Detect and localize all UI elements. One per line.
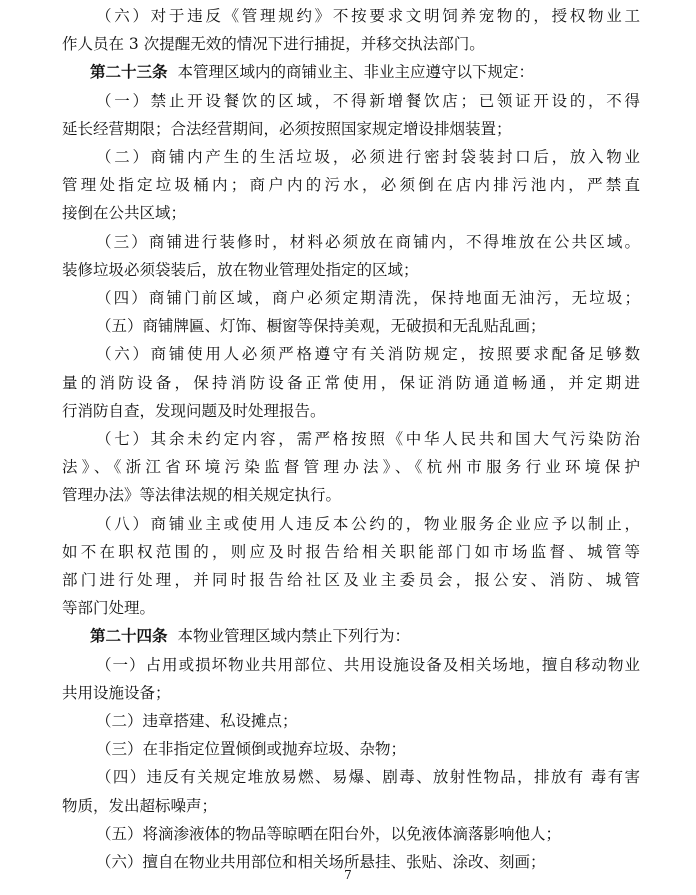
text-line: （六）商铺使用人必须严格遵守有关消防规定，按照要求配备足够数	[96, 345, 640, 363]
text-line: （三）商铺进行装修时，材料必须放在商铺内，不得堆放在公共区域。	[96, 233, 640, 251]
page-number: 7	[344, 868, 352, 882]
text-line: （六）擅自在物业共用部位和相关场所悬挂、张贴、涂改、刻画；	[96, 853, 546, 871]
article-number: 第二十四条	[90, 626, 168, 645]
text-line: （五）将滴渗液体的物品等晾晒在阳台外，以免液体滴落影响他人；	[96, 825, 562, 843]
text-line: 法》、《浙江省环境污染监督管理办法》、《杭州市服务行业环境保护	[62, 458, 640, 476]
article-intro: 本物业管理区域内禁止下列行为：	[177, 627, 411, 645]
text-line: （四）违反有关规定堆放易燃、易爆、剧毒、放射性物品，排放有 毒有害	[96, 768, 640, 786]
text-line: （一）禁止开设餐饮的区域，不得新增餐饮店；已领证开设的，不得	[96, 92, 640, 110]
text-line: 如不在职权范围的，则应及时报告给相关职能部门如市场监督、城管等	[62, 543, 640, 561]
text-line: （六）对于违反《管理规约》不按要求文明饲养宠物的，授权物业工	[96, 7, 640, 25]
text-line: 延长经营期限；合法经营期间，必须按照国家规定增设排烟装置；	[62, 120, 512, 138]
text-line: 接倒在公共区域；	[62, 204, 187, 222]
text-line: （二）违章搭建、私设摊点；	[96, 712, 298, 730]
text-line: （一）占用或损坏物业共用部位、共用设施设备及相关场地，擅自移动物业	[96, 656, 640, 674]
text-line: 物质，发出超标噪声；	[62, 797, 218, 815]
text-line: 装修垃圾必须袋装后，放在物业管理处指定的区域；	[62, 261, 419, 279]
text-line: 部门进行处理，并同时报告给社区及业主委员会，报公安、消防、城管	[62, 571, 640, 589]
text-line: （二）商铺内产生的生活垃圾，必须进行密封袋装封口后，放入物业	[96, 148, 640, 166]
text-line: 量的消防设备，保持消防设备正常使用，保证消防通道畅通，并定期进	[62, 374, 640, 392]
text-line: 管理处指定垃圾桶内；商户内的污水，必须倒在店内排污池内，严禁直	[62, 176, 640, 194]
text-line: 行消防自查，发现问题及时处理报告。	[62, 402, 326, 420]
text-line: 共用设施设备；	[62, 684, 171, 702]
article-23-heading	[62, 62, 640, 82]
text-line: （三）在非指定位置倾倒或抛弃垃圾、杂物；	[96, 740, 407, 758]
text-line: 管理办法》等法律法规的相关规定执行。	[62, 486, 342, 504]
text-line: 等部门处理。	[62, 599, 156, 617]
article-number: 第二十三条	[90, 62, 168, 81]
text-line: 作人员在 3 次提醒无效的情况下进行捕捉，并移交执法部门。	[62, 35, 485, 53]
article-intro: 本管理区域内的商铺业主、非业主应遵守以下规定：	[177, 63, 535, 81]
text-line: （八）商铺业主或使用人违反本公约的，物业服务企业应予以制止，	[96, 515, 640, 533]
article-24-heading	[62, 626, 640, 646]
text-line: （五）商铺牌匾、灯饰、橱窗等保持美观，无破损和无乱贴乱画；	[96, 317, 546, 335]
text-line: （七）其余未约定内容，需严格按照《中华人民共和国大气污染防治	[96, 430, 640, 448]
text-line: （四）商铺门前区域，商户必须定期清洗，保持地面无油污，无垃圾；	[96, 289, 640, 307]
